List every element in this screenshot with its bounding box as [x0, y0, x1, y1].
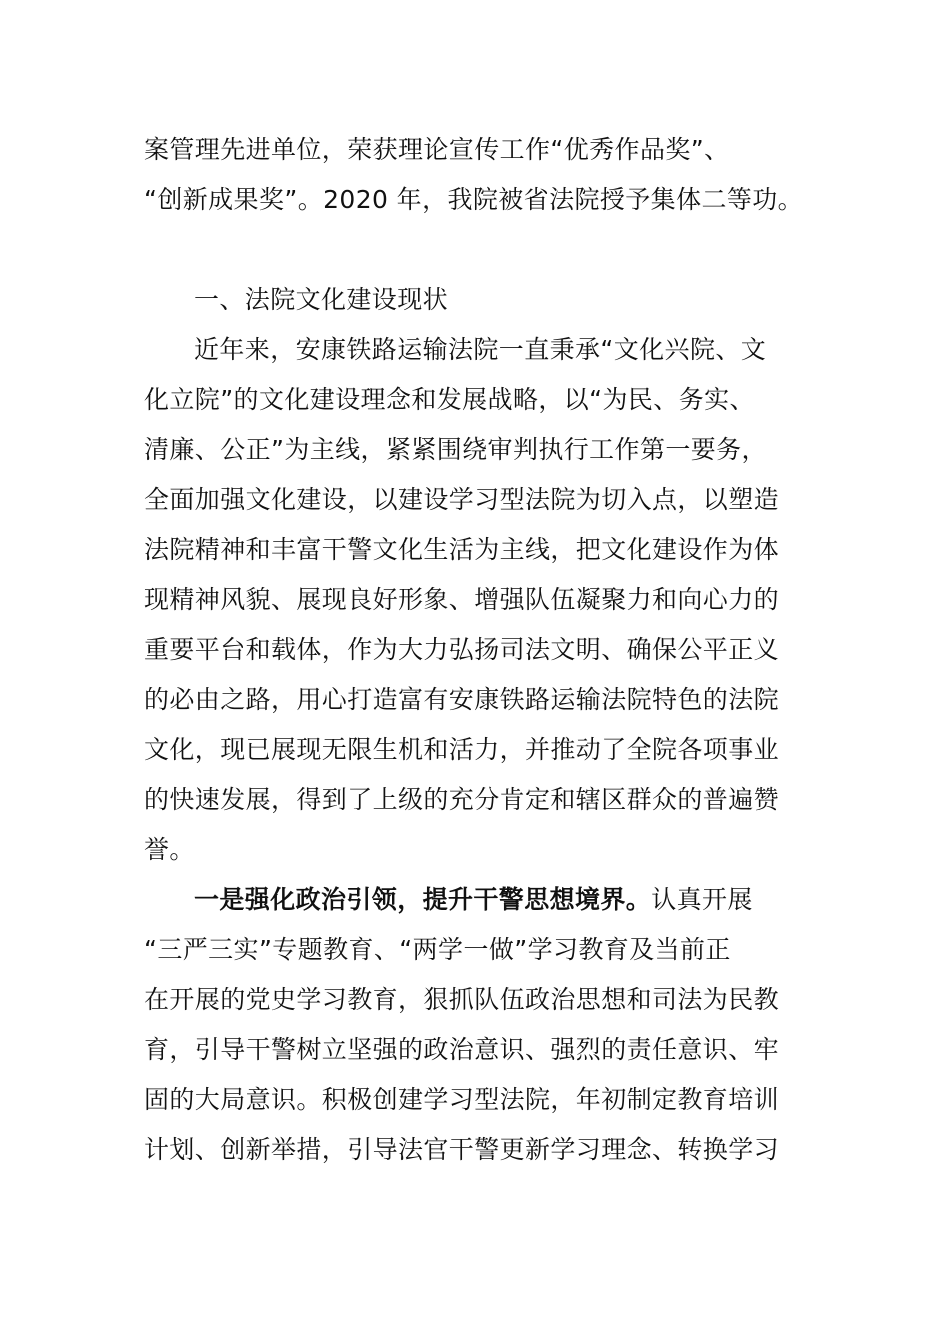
- paragraph2-line-1: “三严三实”专题教育、“两学一做”学习教育及当前正: [144, 935, 731, 964]
- paragraph2-line-4: 固的大局意识。积极创建学习型法院，年初制定教育培训: [144, 1085, 780, 1114]
- paragraph1-line-10: 的快速发展，得到了上级的充分肯定和辖区群众的普遍赞: [144, 785, 780, 814]
- section-heading: 一、法院文化建设现状: [194, 285, 449, 314]
- paragraph1-line-2: 化立院”的文化建设理念和发展战略，以“为民、务实、: [144, 385, 755, 414]
- paragraph1-line-5: 法院精神和丰富干警文化生活为主线，把文化建设作为体: [144, 535, 780, 564]
- paragraph1-line-8: 的必由之路，用心打造富有安康铁路运输法院特色的法院: [144, 685, 780, 714]
- paragraph2-line-2: 在开展的党史学习教育，狠抓队伍政治思想和司法为民教: [144, 985, 780, 1014]
- paragraph1-line-3: 清廉、公正”为主线，紧紧围绕审判执行工作第一要务，: [144, 435, 767, 464]
- paragraph1-line-11: 誉。: [144, 835, 195, 864]
- paragraph2-lead-bold: 一是强化政治引领，提升干警思想境界。: [194, 885, 652, 914]
- paragraph1-line-7: 重要平台和载体，作为大力弘扬司法文明、确保公平正义: [144, 635, 780, 664]
- paragraph2-lead-rest: 认真开展: [651, 885, 753, 914]
- paragraph1-line-9: 文化，现已展现无限生机和活力，并推动了全院各项事业: [144, 735, 780, 764]
- paragraph2-lead-line: [194, 884, 874, 916]
- intro-line-2: “创新成果奖”。2020 年，我院被省法院授予集体二等功。: [144, 185, 804, 214]
- paragraph1-line-6: 现精神风貌、展现良好形象、增强队伍凝聚力和向心力的: [144, 585, 780, 614]
- paragraph1-line-1: 近年来，安康铁路运输法院一直秉承“文化兴院、文: [194, 335, 767, 364]
- paragraph2-line-3: 育，引导干警树立坚强的政治意识、强烈的责任意识、牢: [144, 1035, 780, 1064]
- paragraph2-line-5: 计划、创新举措，引导法官干警更新学习理念、转换学习: [144, 1135, 780, 1164]
- paragraph1-line-4: 全面加强文化建设，以建设学习型法院为切入点，以塑造: [144, 485, 780, 514]
- intro-line-1: 案管理先进单位，荣获理论宣传工作“优秀作品奖”、: [144, 135, 730, 164]
